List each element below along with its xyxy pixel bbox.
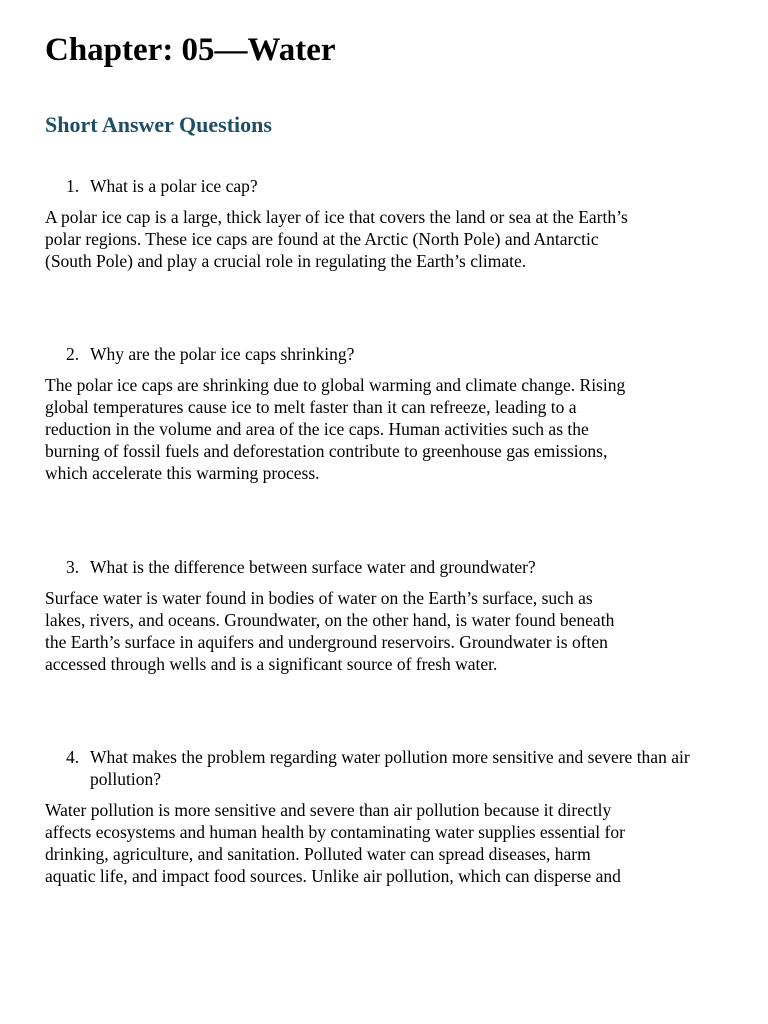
answer-line: which accelerate this warming process. bbox=[45, 463, 320, 483]
answer-line: the Earth’s surface in aquifers and underground reservoirs. Groundwater is often bbox=[45, 632, 608, 652]
answer-line: Water pollution is more sensitive and severe than air pollution because it directly bbox=[45, 800, 612, 820]
question-text: What is the difference between surface water and groundwater? bbox=[90, 557, 536, 577]
answer-line: reduction in the volume and area of the ice caps. Human activities such as the bbox=[45, 419, 589, 439]
question-text: What is a polar ice cap? bbox=[90, 176, 258, 196]
answer-line: accessed through wells and is a significant source of fresh water. bbox=[45, 654, 498, 674]
chapter-title: Chapter: 05—Water bbox=[45, 32, 336, 68]
question-1 bbox=[66, 175, 726, 197]
section-heading: Short Answer Questions bbox=[45, 112, 272, 137]
question-4 bbox=[66, 746, 726, 790]
answer-line: Surface water is water found in bodies of water on the Earth’s surface, such as bbox=[45, 588, 593, 608]
answer-2 bbox=[45, 374, 725, 484]
answer-line: (South Pole) and play a crucial role in regulating the Earth’s climate. bbox=[45, 251, 527, 271]
question-3 bbox=[66, 556, 726, 578]
answer-line: affects ecosystems and human health by contaminating water supplies essential for bbox=[45, 822, 625, 842]
question-text: Why are the polar ice caps shrinking? bbox=[90, 344, 355, 364]
answer-line: lakes, rivers, and oceans. Groundwater, on the other hand, is water found beneath bbox=[45, 610, 615, 630]
answer-line: aquatic life, and impact food sources. Unlike air pollution, which can disperse and bbox=[45, 866, 621, 886]
answer-line: A polar ice cap is a large, thick layer of ice that covers the land or sea at the Earth’s bbox=[45, 207, 628, 227]
answer-line: polar regions. These ice caps are found at the Arctic (North Pole) and Antarctic bbox=[45, 229, 599, 249]
question-number: 4. bbox=[66, 747, 80, 767]
answer-line: global temperatures cause ice to melt faster than it can refreeze, leading to a bbox=[45, 397, 577, 417]
answer-3 bbox=[45, 587, 725, 675]
question-text: What makes the problem regarding water pollution more sensitive and severe than air pollution? bbox=[90, 747, 690, 789]
answer-4 bbox=[45, 799, 725, 887]
question-number: 2. bbox=[66, 344, 80, 364]
question-number: 3. bbox=[66, 557, 80, 577]
answer-line: burning of fossil fuels and deforestation contribute to greenhouse gas emissions, bbox=[45, 441, 608, 461]
answer-1 bbox=[45, 206, 725, 272]
question-number: 1. bbox=[66, 176, 80, 196]
question-2 bbox=[66, 343, 726, 365]
answer-line: drinking, agriculture, and sanitation. Polluted water can spread diseases, harm bbox=[45, 844, 591, 864]
answer-line: The polar ice caps are shrinking due to global warming and climate change. Rising bbox=[45, 375, 626, 395]
